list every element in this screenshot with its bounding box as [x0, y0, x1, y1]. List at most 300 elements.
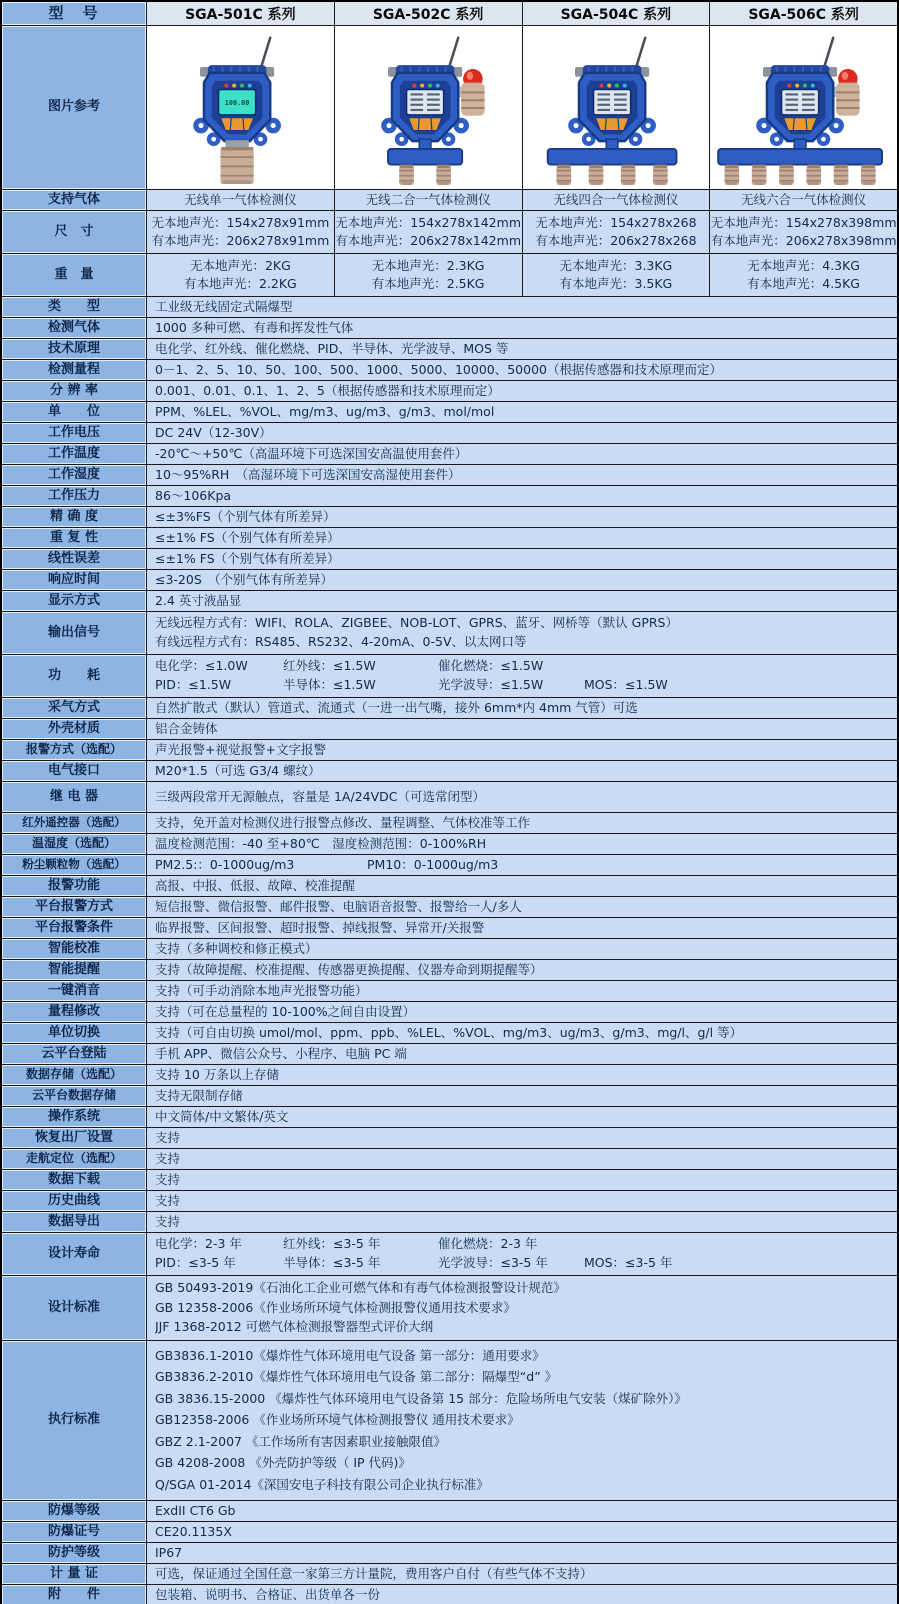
spec-value-line: [155, 789, 891, 806]
row-label: 响应时间: [2, 570, 147, 590]
spec-row: [2, 1542, 897, 1563]
spec-cell-line: 无本地声光：154x278x268: [535, 214, 697, 230]
spec-value: [147, 612, 897, 654]
row-label: 设计标准: [2, 1276, 147, 1340]
spec-row: [2, 380, 897, 401]
spec-row: [2, 781, 897, 812]
gas-detector-1-head-icon: [147, 30, 334, 186]
spec-row: [2, 464, 897, 485]
spec-value-segment: 有线远程方式有：RS485、RS232、4-20mA、0-5V、以太网口等: [155, 633, 527, 649]
spec-value-segment: 支持（可在总量程的 10-100%之间自由设置）: [155, 1004, 416, 1019]
spec-value-segment: 手机 APP、微信公众号、小程序、电脑 PC 端: [155, 1046, 407, 1061]
spec-row: [2, 189, 897, 210]
row-label: 支持气体: [2, 190, 147, 210]
spec-row: [2, 1169, 897, 1190]
model-header-2: SGA-504C 系列: [523, 2, 711, 25]
row-label: 红外遥控器（选配）: [2, 813, 147, 833]
spec-value: [147, 655, 897, 697]
row-label: 显示方式: [2, 591, 147, 611]
sensor-cylinder: [779, 164, 794, 184]
spec-value-line: [155, 1434, 891, 1451]
spec-row: [2, 506, 897, 527]
spec-row: [2, 1064, 897, 1085]
spec-row: [2, 959, 897, 980]
spec-value-line: [155, 509, 891, 525]
spec-value: [147, 360, 897, 380]
row-label: 走航定位（选配）: [2, 1149, 147, 1169]
spec-value: [147, 1170, 897, 1190]
spec-row: [2, 611, 897, 654]
spec-row: [2, 1043, 897, 1064]
spec-value: [147, 1191, 897, 1211]
spec-cell-line: 无线六合一气体检测仪: [741, 191, 867, 207]
row-label: 防护等级: [2, 1543, 147, 1563]
spec-value: [147, 1086, 897, 1106]
spec-value-segment: 支持（故障提醒、校准提醒、传感器更换提醒、仪器寿命到期提醒等）: [155, 962, 543, 977]
spec-value-line: [155, 530, 891, 546]
spec-cell: [335, 211, 523, 253]
spec-row: [2, 1211, 897, 1232]
row-label: 工作湿度: [2, 465, 147, 485]
spec-value: [147, 486, 897, 506]
spec-row: [2, 359, 897, 380]
spec-cell-line: 有本地声光：2.5KG: [371, 276, 485, 292]
spec-value-segment: 支持 10 万条以上存储: [155, 1067, 279, 1082]
spec-value-segment: GB 4208-2008 《外壳防护等级（ IP 代码)》: [155, 1455, 411, 1471]
spec-value: [147, 1543, 897, 1563]
row-label: 附 件: [2, 1585, 147, 1604]
spec-value-segment: 电化学、红外线、催化燃烧、PID、半导体、光学波导、MOS 等: [155, 341, 509, 356]
row-label: 采气方式: [2, 698, 147, 718]
spec-row: [2, 1232, 897, 1275]
spec-value-segment: GB12358-2006 《作业场所环境气体检测报警仪 通用技术要求》: [155, 1412, 520, 1428]
spec-row: [2, 317, 897, 338]
spec-row: [2, 1190, 897, 1211]
spec-value: [147, 570, 897, 590]
spec-value: [147, 1002, 897, 1022]
row-label: 数据导出: [2, 1212, 147, 1232]
spec-row: [2, 1521, 897, 1542]
spec-value: [147, 1564, 897, 1584]
spec-value-line: [155, 362, 891, 378]
spec-row: [2, 1001, 897, 1022]
spec-cell-line: 无线单一气体检测仪: [184, 191, 297, 207]
spec-row: [2, 296, 897, 317]
spec-value: [147, 1501, 897, 1521]
spec-value: [147, 981, 897, 1001]
spec-value-line: [155, 1046, 891, 1062]
spec-value: [147, 719, 897, 739]
spec-value-segment: 支持: [155, 1130, 181, 1145]
spec-value-segment: PID：≤1.5W: [155, 676, 232, 692]
spec-value-line: [155, 815, 891, 831]
spec-value-segment: 催化燃烧：≤1.5W: [438, 658, 544, 674]
spec-value-segment: PM10：0-1000ug/m3: [367, 857, 499, 872]
spec-row: [2, 401, 897, 422]
spec-value-segment: GB3836.1-2010《爆炸性气体环境用电气设备 第一部分：通用要求》: [155, 1347, 545, 1363]
spec-row: [2, 1340, 897, 1500]
row-label: 工作压力: [2, 486, 147, 506]
spec-value-segment: MOS：≤1.5W: [584, 676, 668, 692]
spec-value-line: [155, 1566, 891, 1582]
row-label: 防爆证号: [2, 1522, 147, 1542]
spec-value-line: [155, 763, 891, 779]
spec-value-segment: PID：≤3-5 年: [155, 1254, 236, 1270]
spec-cell: [147, 190, 335, 210]
spec-cell: [335, 190, 523, 210]
spec-value: [147, 897, 897, 917]
spec-value: [147, 1276, 897, 1340]
spec-value-segment: 声光报警+视觉报警+文字报警: [155, 742, 326, 757]
spec-value-segment: IP67: [155, 1545, 183, 1560]
spec-row: [2, 1275, 897, 1340]
product-image-cell-0: [147, 26, 335, 189]
spec-value-segment: 支持（可手动消除本地声光报警功能）: [155, 983, 368, 998]
spec-cell: [710, 190, 897, 210]
sensor-cylinder: [725, 164, 740, 184]
sensor-cylinder: [621, 164, 636, 184]
spec-value-line: [155, 962, 891, 978]
row-label: 工作电压: [2, 423, 147, 443]
row-label: 线性误差: [2, 549, 147, 569]
spec-value: [147, 402, 897, 422]
spec-cell: [523, 254, 711, 296]
spec-value-line: [155, 1255, 891, 1272]
spec-value-segment: 光学波导：≤3-5 年: [438, 1254, 548, 1270]
spec-cell-line: 无线二合一气体检测仪: [365, 191, 491, 207]
row-label: 功 耗: [2, 655, 147, 697]
spec-row: [2, 760, 897, 781]
spec-cell: [710, 254, 897, 296]
spec-value-segment: 短信报警、微信报警、邮件报警、电脑语音报警、报警给一人/多人: [155, 899, 522, 914]
row-label: 检测气体: [2, 318, 147, 338]
spec-value-segment: 支持: [155, 1214, 181, 1229]
spec-value-segment: 半导体：≤1.5W: [283, 676, 376, 692]
spec-value: [147, 918, 897, 938]
row-label: 精 确 度: [2, 507, 147, 527]
row-label: 恢复出厂设置: [2, 1128, 147, 1148]
spec-value: [147, 1023, 897, 1043]
spec-row: [2, 654, 897, 697]
spec-value: [147, 549, 897, 569]
spec-row: [2, 569, 897, 590]
sensor-cylinder: [589, 164, 604, 184]
spec-value: [147, 813, 897, 833]
row-label: 报警方式（选配）: [2, 740, 147, 760]
row-label: 粉尘颗粒物（选配）: [2, 855, 147, 875]
spec-value-segment: 红外线：≤3-5 年: [283, 1236, 381, 1252]
spec-row: [2, 1127, 897, 1148]
spec-cell-line: 有本地声光：206x278x398mm: [710, 233, 897, 249]
spec-value-line: [155, 551, 891, 567]
spec-cell-line: 有本地声光：3.5KG: [559, 276, 673, 292]
spec-value: [147, 318, 897, 338]
spec-row: [2, 590, 897, 611]
row-label: 数据下载: [2, 1170, 147, 1190]
row-label: 重 量: [2, 254, 147, 296]
row-label: 智能提醒: [2, 960, 147, 980]
spec-value-segment: MOS：≤3-5 年: [584, 1254, 673, 1270]
spec-value-segment: 1000 多种可燃、有毒和挥发性气体: [155, 320, 354, 335]
spec-cell-line: 无本地声光：3.3KG: [559, 257, 673, 273]
spec-value-line: [155, 383, 891, 399]
spec-value-segment: 临界报警、区间报警、超时报警、掉线报警、异常开/关报警: [155, 920, 485, 935]
spec-value-segment: 2.4 英寸液晶显: [155, 593, 242, 608]
spec-value: [147, 297, 897, 317]
spec-value: [147, 1522, 897, 1542]
spec-value-line: [155, 1004, 891, 1020]
spec-value-segment: GB 12358-2006《作业场所环境气体检测报警仪通用技术要求》: [155, 1299, 516, 1315]
row-label: 防爆等级: [2, 1501, 147, 1521]
spec-value-line: [155, 1130, 891, 1146]
spec-value-line: [155, 1319, 891, 1336]
spec-value-segment: 高报、中报、低报、故障、校准提醒: [155, 878, 356, 893]
row-label: 执行标准: [2, 1341, 147, 1500]
spec-value-line: [155, 615, 891, 632]
sensor-cylinder: [834, 164, 849, 184]
spec-cell-line: 有本地声光：206x278x268: [535, 233, 697, 249]
spec-value-line: [155, 1280, 891, 1297]
spec-value: [147, 465, 897, 485]
spec-row: [2, 1584, 897, 1604]
spec-value-line: [155, 836, 891, 852]
spec-value-line: [155, 467, 891, 483]
spec-value-segment: DC 24V（12-30V）: [155, 425, 272, 440]
spec-cell: [335, 254, 523, 296]
spec-value-line: [155, 878, 891, 894]
spec-value: [147, 698, 897, 718]
spec-cell: [710, 211, 897, 253]
spec-value-segment: 86～106Kpa: [155, 488, 232, 503]
spec-cell-line: 有本地声光：206x278x91mm: [151, 233, 330, 249]
row-label: 平台报警条件: [2, 918, 147, 938]
row-label: 技术原理: [2, 339, 147, 359]
sensor-cylinder: [807, 164, 822, 184]
spec-value-line: [155, 1236, 891, 1253]
spec-value-line: [155, 446, 891, 462]
spec-cell-line: 有本地声光：2.2KG: [183, 276, 297, 292]
spec-row: [2, 527, 897, 548]
spec-value-line: [155, 425, 891, 441]
spec-value-line: [155, 1193, 891, 1209]
spec-cell-line: 无本地声光：2.3KG: [371, 257, 485, 273]
row-label: 单位切换: [2, 1023, 147, 1043]
spec-row: [2, 917, 897, 938]
spec-value-line: [155, 320, 891, 336]
spec-row: [2, 854, 897, 875]
spec-value-line: [155, 572, 891, 588]
model-header-0: SGA-501C 系列: [147, 2, 335, 25]
row-label: 计 量 证: [2, 1564, 147, 1584]
sensor-cylinder: [557, 164, 572, 184]
spec-row: [2, 739, 897, 760]
spec-value-segment: CE20.1135X: [155, 1524, 232, 1539]
spec-value-segment: ≤3-20S （个别气体有所差异）: [155, 572, 334, 587]
spec-row: [2, 443, 897, 464]
spec-value-line: [155, 1348, 891, 1365]
row-label: 尺 寸: [2, 211, 147, 253]
spec-cell-line: 无本地声光：154x278x91mm: [151, 214, 330, 230]
spec-value: [147, 1585, 897, 1604]
spec-value: [147, 939, 897, 959]
spec-cell-line: 无本地声光：4.3KG: [747, 257, 860, 273]
spec-value: [147, 1149, 897, 1169]
spec-value-line: [155, 1151, 891, 1167]
row-label: 继 电 器: [2, 782, 147, 812]
spec-value-line: [155, 1545, 891, 1561]
spec-value-segment: 支持: [155, 1193, 181, 1208]
spec-value-segment: 无线远程方式有：WIFI、ROLA、ZIGBEE、NOB-LOT、GPRS、蓝牙、网桥等（默认 GPRS）: [155, 615, 678, 631]
row-label: 温湿度（选配）: [2, 834, 147, 854]
spec-value-line: [155, 899, 891, 915]
row-label: 检测量程: [2, 360, 147, 380]
spec-value-line: [155, 857, 891, 873]
gas-detector-2-head-beacon-icon: [335, 30, 522, 186]
spec-value-segment: JJF 1368-2012 可燃气体检测报警器型式评价大纲: [155, 1318, 434, 1334]
sensor-cylinder: [861, 164, 876, 184]
row-label: 单 位: [2, 402, 147, 422]
spec-cell: [523, 190, 711, 210]
spec-row: [2, 1148, 897, 1169]
spec-value-line: [155, 1214, 891, 1230]
spec-value-line: [155, 658, 891, 675]
spec-value-line: [155, 920, 891, 936]
spec-cell-line: 有本地声光：4.5KG: [747, 276, 860, 292]
row-label: 重 复 性: [2, 528, 147, 548]
spec-value-segment: 电化学：≤1.0W: [155, 658, 248, 674]
spec-row: [2, 812, 897, 833]
spec-value-line: [155, 1587, 891, 1604]
spec-value-line: [155, 404, 891, 420]
spec-value-segment: 10～95%RH （高湿环境下可选深国安高湿使用套件）: [155, 467, 461, 482]
row-label: 云平台数据存储: [2, 1086, 147, 1106]
row-label: 外壳材质: [2, 719, 147, 739]
spec-value-segment: 三级两段常开无源触点，容量是 1A/24VDC（可选常闭型）: [155, 788, 485, 804]
spec-value-line: [155, 341, 891, 357]
spec-value: [147, 528, 897, 548]
spec-value-line: [155, 1088, 891, 1104]
spec-value-line: [155, 742, 891, 758]
row-label: 输出信号: [2, 612, 147, 654]
spec-value-segment: PPM、%LEL、%VOL、mg/m3、ug/m3、g/m3、mol/mol: [155, 404, 495, 419]
spec-row: [2, 1563, 897, 1584]
row-label: 智能校准: [2, 939, 147, 959]
spec-value-segment: 支持: [155, 1151, 181, 1166]
row-label: 图片参考: [2, 26, 147, 189]
spec-value-segment: 工业级无线固定式隔爆型: [155, 299, 293, 314]
spec-value-segment: 0－1、2、5、10、50、100、500、1000、5000、10000、50000（根据传感器和技术原理而定）: [155, 362, 722, 377]
spec-cell: [523, 211, 711, 253]
spec-value-segment: ExdII CT6 Gb: [155, 1503, 236, 1518]
row-label: 数据存储（选配）: [2, 1065, 147, 1085]
sensor-cylinder: [752, 164, 767, 184]
row-label: 型 号: [2, 2, 147, 25]
spec-value-line: [155, 983, 891, 999]
product-image-row: [2, 25, 897, 189]
spec-value-line: [155, 721, 891, 737]
spec-value: [147, 834, 897, 854]
spec-value-line: [155, 700, 891, 716]
spec-value-segment: 支持无限制存储: [155, 1088, 243, 1103]
spec-value-segment: GB3836.2-2010《爆炸性气体环境用电气设备 第二部分：隔爆型“d” 》: [155, 1369, 558, 1385]
spec-value: [147, 740, 897, 760]
spec-value: [147, 782, 897, 812]
spec-row: [2, 1085, 897, 1106]
spec-value-line: [155, 1412, 891, 1429]
spec-value-segment: 温度检测范围：-40 至+80℃ 湿度检测范围：0-100%RH: [155, 836, 487, 851]
spec-value-segment: 铝合金铸体: [155, 721, 218, 736]
gas-detector-6-head-beacon-icon: [710, 30, 897, 186]
model-header-1: SGA-502C 系列: [335, 2, 523, 25]
spec-value: [147, 1065, 897, 1085]
spec-value: [147, 381, 897, 401]
spec-value-line: [155, 1391, 891, 1408]
model-header-row: [2, 2, 897, 25]
row-label: 历史曲线: [2, 1191, 147, 1211]
svg-text:100.00: 100.00: [224, 98, 250, 107]
spec-value-segment: 支持，免开盖对检测仪进行报警点修改、量程调整、气体校准等工作: [155, 815, 531, 830]
sensor-cylinder: [399, 164, 414, 184]
spec-value-segment: 包装箱、说明书、合格证、出货单各一份: [155, 1587, 381, 1603]
spec-value-line: [155, 1109, 891, 1125]
sensor-cylinder: [436, 164, 451, 184]
spec-value-line: [155, 1524, 891, 1540]
row-label: 电气接口: [2, 761, 147, 781]
spec-value: [147, 1233, 897, 1275]
spec-value: [147, 339, 897, 359]
spec-row: [2, 548, 897, 569]
spec-value-segment: 支持（多种调校和修正模式）: [155, 941, 318, 956]
spec-cell-line: 有本地声光：206x278x142mm: [335, 233, 521, 249]
spec-value-segment: ≤±1% FS（个别气体有所差异）: [155, 551, 340, 566]
row-label: 云平台登陆: [2, 1044, 147, 1064]
spec-value-segment: 光学波导：≤1.5W: [438, 676, 544, 692]
spec-row: [2, 338, 897, 359]
spec-value-line: [155, 1300, 891, 1317]
spec-value-segment: Q/SGA 01-2014《深国安电子科技有限公司企业执行标准》: [155, 1476, 489, 1492]
spec-value-segment: 可选，保证通过全国任意一家第三方计量院，费用客户自付（有些气体不支持）: [155, 1566, 593, 1581]
spec-value-segment: PM2.5:：0-1000ug/m3: [155, 857, 295, 872]
spec-row: [2, 485, 897, 506]
spec-value: [147, 423, 897, 443]
spec-value-line: [155, 941, 891, 957]
spec-value: [147, 855, 897, 875]
spec-value-segment: 支持（可自由切换 umol/mol、ppm、ppb、%LEL、%VOL、mg/m3、ug/m3、g/m3、mg/l、g/l 等）: [155, 1025, 743, 1040]
spec-value-segment: 电化学：2-3 年: [155, 1236, 242, 1252]
spec-value-segment: ≤±1% FS（个别气体有所差异）: [155, 530, 340, 545]
row-label: 设计寿命: [2, 1233, 147, 1275]
spec-value-line: [155, 1067, 891, 1083]
spec-cell: [147, 211, 335, 253]
spec-value-line: [155, 1477, 891, 1494]
spec-value: [147, 1341, 897, 1500]
sensor-cylinder: [220, 147, 253, 184]
spec-value-segment: ≤±3%FS（个别气体有所差异）: [155, 509, 336, 524]
row-label: 类 型: [2, 297, 147, 317]
spec-value: [147, 1212, 897, 1232]
gas-detector-4-head-icon: [522, 30, 709, 186]
spec-value: [147, 591, 897, 611]
spec-row: [2, 896, 897, 917]
row-label: 报警功能: [2, 876, 147, 896]
spec-cell: [147, 254, 335, 296]
spec-cell-line: 无本地声光：154x278x142mm: [335, 214, 521, 230]
row-label: 量程修改: [2, 1002, 147, 1022]
spec-value-line: [155, 1025, 891, 1041]
spec-row: [2, 718, 897, 739]
product-image-cell-1: [335, 26, 523, 189]
row-label: 一键消音: [2, 981, 147, 1001]
